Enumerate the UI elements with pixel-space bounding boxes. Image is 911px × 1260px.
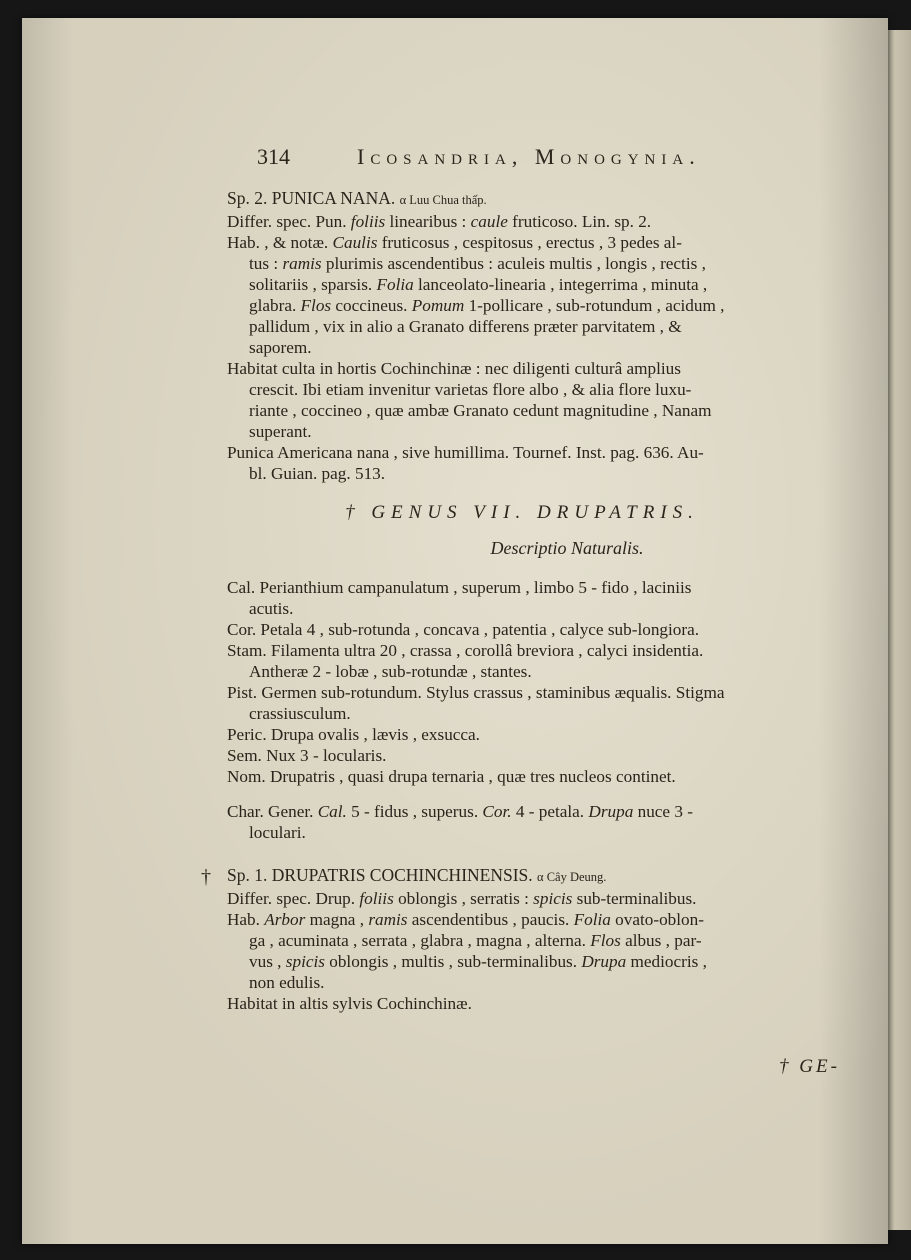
- habit-line: Hab. , & notæ. Caulis fruticosus , cespitosus , erectus , 3 pedes al-: [227, 233, 682, 252]
- species-entry-drupatris: [201, 865, 857, 1014]
- species-entry-punica-nana: [227, 188, 857, 484]
- section-subheading: Descriptio Naturalis.: [490, 538, 644, 558]
- habitat-line: crescit. Ibi etiam invenitur varietas flore albo , & alia flore luxu-: [249, 380, 692, 399]
- generic-character-line: loculari.: [249, 823, 306, 842]
- page-content: [201, 144, 857, 1014]
- habit-line: tus : ramis plurimis ascendentibus : aculeis multis , longis , rectis ,: [249, 254, 706, 273]
- running-title: Icosandria, Monogynia.: [357, 144, 701, 169]
- pistil-line: crassiusculum.: [249, 704, 351, 723]
- habitat-line: superant.: [249, 422, 312, 441]
- corolla-line: Cor. Petala 4 , sub-rotunda , concava , patentia , calyce sub-longiora.: [227, 620, 700, 639]
- pistil-line: Pist. Germen sub-rotundum. Stylus crassus , staminibus æqualis. Stigma: [227, 683, 725, 702]
- seed-line: Sem. Nux 3 - locularis.: [227, 746, 387, 765]
- stamen-line: Stam. Filamenta ultra 20 , crassa , corollâ breviora , calyci insidentia.: [227, 641, 704, 660]
- vernacular-name: α Luu Chua thấp.: [399, 193, 487, 207]
- habit-line: glabra. Flos coccineus. Pomum 1-pollicare , sub-rotundum , acidum ,: [249, 296, 725, 315]
- page-number: 314: [257, 144, 290, 169]
- species-heading: † Sp. 1. DRUPATRIS COCHINCHINENSIS. α Cây Deung.: [201, 865, 607, 888]
- habit-line: vus , spicis oblongis , multis , sub-terminalibus. Drupa mediocris ,: [249, 952, 707, 971]
- species-heading: Sp. 2. PUNICA NANA. α Luu Chua thấp.: [227, 188, 487, 208]
- synonym-line: bl. Guian. pag. 513.: [249, 464, 386, 483]
- habitat-line: Habitat in altis sylvis Cochinchinæ.: [227, 994, 472, 1013]
- habitat-line: Habitat culta in hortis Cochinchinæ : nec diligenti culturâ amplius: [227, 359, 681, 378]
- calyx-line: Cal. Perianthium campanulatum , superum , limbo 5 - fido , laciniis: [227, 578, 692, 597]
- genus-heading: † GENUS VII. DRUPATRIS.: [345, 502, 699, 523]
- natural-description: [227, 577, 857, 865]
- vernacular-name: α Cây Deung.: [537, 870, 607, 884]
- running-head: [227, 144, 857, 170]
- dagger-mark: †: [201, 866, 211, 888]
- differ-line: Differ. spec. Drup. foliis oblongis , serratis : spicis sub-terminalibus.: [227, 889, 697, 908]
- habitat-line: riante , coccineo , quæ ambæ Granato cedunt magnitudine , Nanam: [249, 401, 712, 420]
- stamen-line: Antheræ 2 - lobæ , sub-rotundæ , stantes.: [249, 662, 532, 681]
- habit-line: saporem.: [249, 338, 312, 357]
- pericarp-line: Peric. Drupa ovalis , lævis , exsucca.: [227, 725, 480, 744]
- book-page: [22, 18, 888, 1244]
- generic-character-line: Char. Gener. Cal. 5 - fidus , superus. Cor. 4 - petala. Drupa nuce 3 -: [227, 802, 693, 821]
- habit-line: pallidum , vix in alio a Granato differens præter parvitatem , &: [249, 317, 682, 336]
- differ-line: Differ. spec. Pun. foliis linearibus : caule fruticoso. Lin. sp. 2.: [227, 212, 652, 231]
- habit-line: non edulis.: [249, 973, 325, 992]
- synonym-line: Punica Americana nana , sive humillima. Tournef. Inst. pag. 636. Au-: [227, 443, 704, 462]
- calyx-line: acutis.: [249, 599, 294, 618]
- habit-line: solitariis , sparsis. Folia lanceolato-linearia , integerrima , minuta ,: [249, 275, 708, 294]
- catchword: † GE-: [779, 1056, 840, 1077]
- adjacent-page-edge: [884, 30, 911, 1230]
- name-line: Nom. Drupatris , quasi drupa ternaria , quæ tres nucleos continet.: [227, 767, 676, 786]
- habit-line: ga , acuminata , serrata , glabra , magna , alterna. Flos albus , par-: [249, 931, 702, 950]
- habit-line: Hab. Arbor magna , ramis ascendentibus , paucis. Folia ovato-oblon-: [227, 910, 704, 929]
